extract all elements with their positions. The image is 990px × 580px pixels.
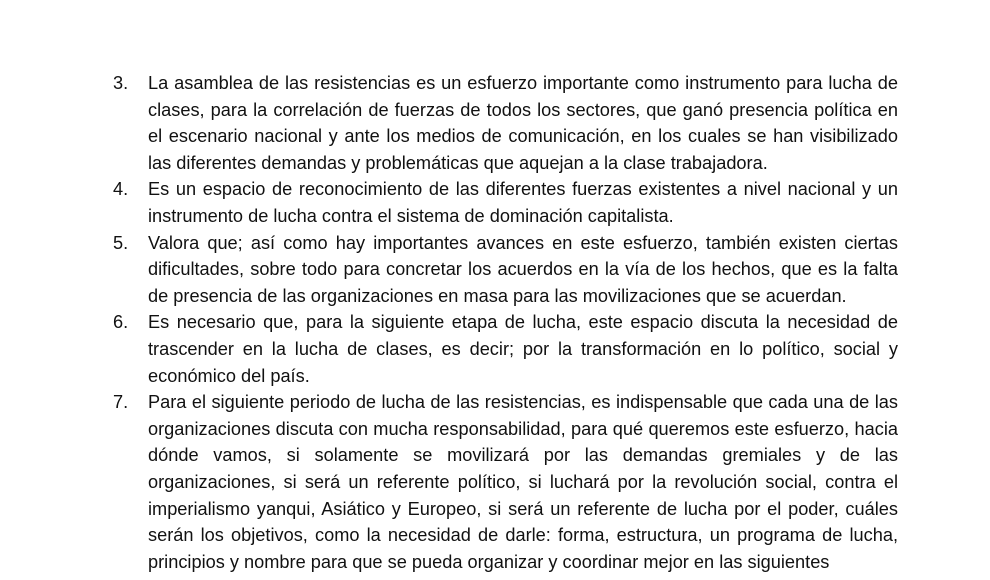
- list-item: [108, 70, 898, 176]
- list-item-number: 5.: [113, 232, 129, 253]
- list-item: [108, 389, 898, 575]
- numbered-list: [108, 70, 898, 575]
- list-item-text: Valora que; así como hay importantes avances en este esfuerzo, también existen ciertas dificultades, sobre todo para concretar los acuerdos en la vía de los hechos, que es la falta de presencia de las organizaciones en masa para las movilizaciones que se acuerdan.: [148, 232, 898, 306]
- list-item-number: 6.: [113, 312, 129, 333]
- list-item: [108, 176, 898, 229]
- list-item-number: 7.: [113, 392, 129, 413]
- list-item-text: Es un espacio de reconocimiento de las diferentes fuerzas existentes a nivel nacional y un instrumento de lucha contra el sistema de dominación capitalista.: [148, 179, 898, 226]
- list-item-text: Es necesario que, para la siguiente etapa de lucha, este espacio discuta la necesidad de trascender en la lucha de clases, es decir; por la transformación en lo político, social y económico del país.: [148, 312, 898, 386]
- list-item-number: 4.: [113, 179, 129, 200]
- list-item: [108, 230, 898, 310]
- list-item-number: 3.: [113, 73, 129, 93]
- list-item: [108, 309, 898, 389]
- list-item-text: Para el siguiente periodo de lucha de las resistencias, es indispensable que cada una de las organizaciones discuta con mucha responsabilidad, para qué queremos este esfuerzo, hacia dónde vamos, si solamente se movilizará por las demandas gremiales y de las organizaciones, si será un referente político, si luchará por la revolución social, contra el imperialismo yanqui, Asiático y Europeo, si será un referente de lucha por el poder, cuáles serán los objetivos, como la necesidad de darle: forma, estructura, un programa de lucha, principios y nombre para que se pueda organizar y coordinar mejor en las siguientes: [148, 392, 898, 572]
- list-item-text: La asamblea de las resistencias es un esfuerzo importante como instrumento para lucha de clases, para la correlación de fuerzas de todos los sectores, que ganó presencia política en el escenario nacional y ante los medios de comunicación, en los cuales se han visibilizado las diferentes demandas y problemáticas que aquejan a la clase trabajadora.: [148, 73, 898, 173]
